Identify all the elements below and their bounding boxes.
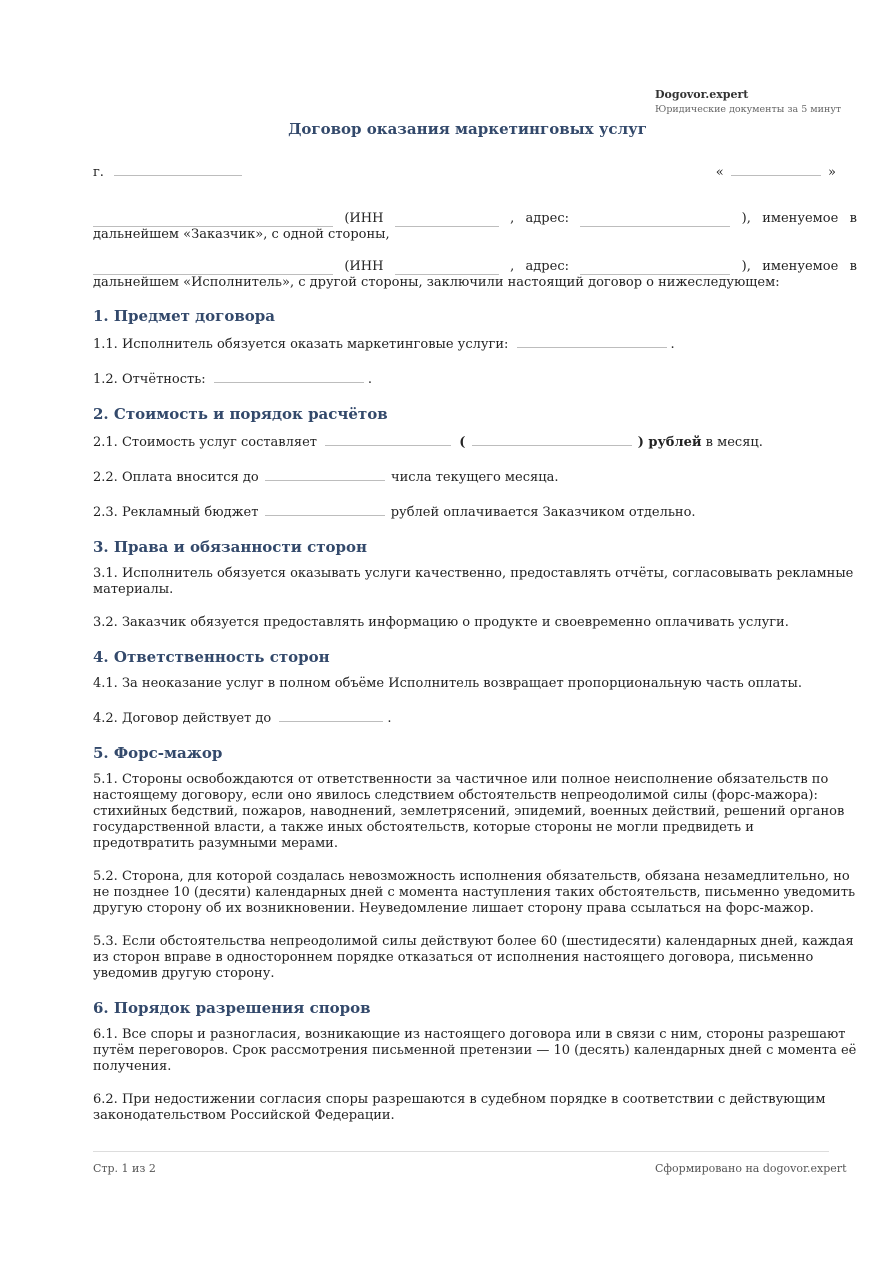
clause-text: 2.2. Оплата вносится до (93, 470, 259, 485)
close-paren: ), (741, 211, 751, 226)
contractor-address-blank (580, 262, 730, 275)
date-open-quote: « (715, 165, 724, 180)
brand-block (655, 88, 841, 117)
period: . (367, 372, 372, 387)
clause-4-1: 4.1. За неоказание услуг в полном объёме Исполнитель возвращает пропорциональную часть оплаты. (93, 676, 802, 691)
contractor-tail: дальнейшем «Исполнитель», с другой стороны, заключили настоящий договор о нижеследующем: (93, 275, 780, 290)
inn-label: (ИНН (344, 259, 384, 274)
party-contractor (93, 259, 857, 291)
period: . (387, 711, 392, 726)
clause-6-1: 6.1. Все споры и разногласия, возникающие из настоящего договора или в связи с ним, стороны разрешают путём переговоров. Срок рассмотрения письменной претензии — 10 (десять) календарных дней с момента её получения. (93, 1027, 857, 1074)
clause-3-1: 3.1. Исполнитель обязуется оказывать услуги качественно, предоставлять отчёты, согласовывать рекламные материалы. (93, 566, 854, 597)
price-words-blank (472, 433, 632, 446)
clause-text: в месяц. (705, 435, 763, 450)
clause-text: 1.2. Отчётность: (93, 372, 206, 387)
rubles-label: ) рублей (637, 435, 702, 450)
city-blank (114, 163, 242, 176)
clause-2-1 (93, 433, 857, 451)
city-date-row (93, 163, 857, 179)
date-close-quote: » (828, 165, 836, 180)
period: . (670, 337, 675, 352)
party-customer (93, 211, 857, 243)
date-blank (731, 163, 821, 176)
address-label: адрес: (525, 211, 569, 226)
payment-day-blank (265, 468, 385, 481)
footer-divider (93, 1151, 829, 1152)
section-heading: 2. Стоимость и порядок расчётов (93, 405, 388, 423)
document-title: Договор оказания маркетинговых услуг (288, 120, 647, 138)
clause-text: рублей оплачивается Заказчиком отдельно. (390, 505, 696, 520)
customer-address-blank (580, 214, 730, 227)
named-label: именуемое (762, 259, 839, 274)
customer-inn-blank (395, 214, 499, 227)
contractor-name-blank (93, 262, 333, 275)
page-number: Стр. 1 из 2 (93, 1162, 156, 1175)
clause-text: 2.3. Рекламный бюджет (93, 505, 259, 520)
section-heading: 4. Ответственность сторон (93, 648, 330, 666)
clause-1-1 (93, 335, 857, 353)
clause-5-2: 5.2. Сторона, для которой создалась невозможность исполнения обязательств, обязана незамедлительно, но не позднее 10 (десяти) календарных дней с момента наступления таких обстоятельств, письменно уведомить другую сторону об их возникновении. Неуведомление лишает сторону права ссылаться на форс-мажор. (93, 869, 856, 916)
contractor-inn-blank (395, 262, 499, 275)
named-label: именуемое (762, 211, 839, 226)
in-label: в (849, 211, 857, 226)
city-label: г. (93, 165, 104, 180)
comma: , (510, 211, 515, 226)
clause-4-2 (93, 709, 857, 727)
section-heading: 6. Порядок разрешения споров (93, 999, 371, 1017)
open-paren: ( (459, 435, 466, 450)
budget-blank (265, 503, 385, 516)
term-blank (279, 709, 383, 722)
address-label: адрес: (525, 259, 569, 274)
clause-3-2: 3.2. Заказчик обязуется предоставлять информацию о продукте и своевременно оплачивать услуги. (93, 615, 789, 630)
close-paren: ), (741, 259, 751, 274)
price-blank (325, 433, 451, 446)
customer-name-blank (93, 214, 333, 227)
reporting-blank (214, 370, 364, 383)
clause-text: числа текущего месяца. (391, 470, 559, 485)
brand-tagline: Юридические документы за 5 минут (655, 104, 842, 115)
clause-1-2 (93, 370, 857, 388)
footer-source: Сформировано на dogovor.expert (655, 1162, 847, 1175)
customer-tail: дальнейшем «Заказчик», с одной стороны, (93, 227, 390, 242)
section-heading: 5. Форс-мажор (93, 744, 223, 762)
document-body (93, 163, 857, 1141)
clause-5-1: 5.1. Стороны освобождаются от ответственности за частичное или полное неисполнение обязательств по настоящему договору, если оно явилось следствием обстоятельств непреодолимой силы (форс-мажора): стихийных бедствий, пожаров, наводнений, землетрясений, эпидемий, военных действий, решений органов государственной власти, а также иных обстоятельств, которые стороны не могли предвидеть и предотвратить разумными мерами. (93, 772, 845, 851)
clause-text: 1.1. Исполнитель обязуется оказать маркетинговые услуги: (93, 337, 509, 352)
clause-text: 2.1. Стоимость услуг составляет (93, 435, 317, 450)
clause-text: 4.2. Договор действует до (93, 711, 272, 726)
clause-6-2: 6.2. При недостижении согласия споры разрешаются в судебном порядке в соответствии с действующим законодательством Российской Федерации. (93, 1092, 826, 1123)
inn-label: (ИНН (344, 211, 384, 226)
brand-name: Dogovor.expert (655, 88, 749, 101)
in-label: в (849, 259, 857, 274)
comma: , (510, 259, 515, 274)
services-blank (517, 335, 667, 348)
clause-2-3 (93, 503, 857, 521)
section-heading: 3. Права и обязанности сторон (93, 538, 367, 556)
clause-5-3: 5.3. Если обстоятельства непреодолимой силы действуют более 60 (шестидесяти) календарных дней, каждая из сторон вправе в одностороннем порядке отказаться от исполнения настоящего договора, письменно уведомив другую сторону. (93, 934, 854, 981)
clause-2-2 (93, 468, 857, 486)
section-heading: 1. Предмет договора (93, 307, 275, 325)
